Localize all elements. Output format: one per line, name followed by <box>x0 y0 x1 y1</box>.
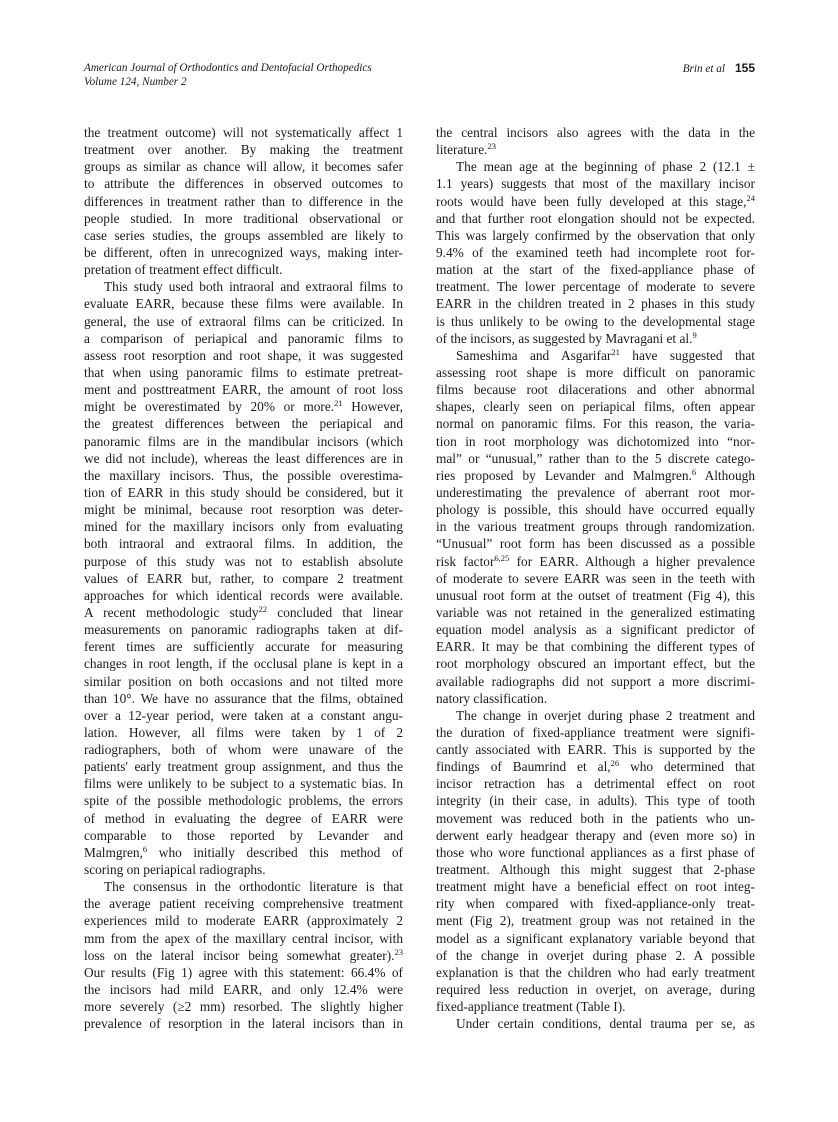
text-line: tion in root morphology was dichotomized into “nor- <box>436 433 755 449</box>
text-line: changes in root length, if the occlusal plane is kept in a <box>84 656 403 672</box>
text-line: to attribute the differences in observed outcomes to <box>84 176 403 192</box>
text-line: evaluate EARR, because these films were available. In <box>84 296 403 312</box>
text-line: treatment. The lower percentage of moderate to severe <box>436 279 755 295</box>
citation-superscript: 9 <box>692 329 697 340</box>
text-line: integrity (in their case, in adults). This type of tooth <box>436 793 755 809</box>
text-line: The consensus in the orthodontic literature is that <box>104 879 403 895</box>
text-line: tion of EARR in this study should be considered, but it <box>84 484 403 500</box>
text-line: approaches for which identical records were available. <box>84 587 403 603</box>
text-line: shapes, clearly seen on periapical films, often appear <box>436 399 755 415</box>
text-line: A recent methodologic study$^{22}$ concluded that linear <box>84 603 403 620</box>
text-line: EARR. It may be that combining the different types of <box>436 639 755 655</box>
text-line: treatment over another. By making the treatment <box>84 142 403 158</box>
running-head <box>683 62 755 77</box>
text-line: The change in overjet during phase 2 treatment and <box>456 707 755 723</box>
text-line: patients' early treatment group assignment, and thus the <box>84 759 403 775</box>
text-line: panoramic films are in the mandibular incisors (which <box>84 433 403 449</box>
text-line: model as a significant explanatory variable beyond that <box>436 930 755 946</box>
left-column <box>84 124 403 1032</box>
text-line: might be minimal, because root resorption was deter- <box>84 502 403 518</box>
text-line: measurements on panoramic radiographs taken at dif- <box>84 622 403 638</box>
text-line: 1.1 years) suggests that most of the maxillary incisor <box>436 176 755 192</box>
volume-issue: Volume 124, Number 2 <box>84 75 187 88</box>
text-line: those who wore functional appliances as a first phase of <box>436 844 755 860</box>
text-line: pretation of treatment effect difficult. <box>84 262 283 278</box>
journal-name: American Journal of Orthodontics and Dentofacial Orthopedics <box>84 62 372 74</box>
text-line: mined for the maxillary incisors only from evaluating <box>84 519 403 535</box>
text-line: EARR in the children treated in 2 phases in this study <box>436 296 755 312</box>
text-line: ment (Fig 2), treatment group was not retained in the <box>436 913 755 929</box>
text-line: spite of the possible methodologic problems, the errors <box>84 793 403 809</box>
citation-superscript: 26 <box>610 758 620 769</box>
text-line: mation at the start of the fixed-appliance phase of <box>436 262 755 278</box>
text-line: literature.$^{23}$ <box>436 141 496 158</box>
text-line: purpose of this study was not to establish absolute <box>84 553 403 569</box>
text-line: films were unlikely to be subject to a systematic bias. In <box>84 776 403 792</box>
page-number: 155 <box>734 61 755 75</box>
text-line: the central incisors also agrees with the data in the <box>436 125 755 140</box>
right-column <box>436 124 755 1032</box>
text-line: films because root dilacerations and other abnormal <box>436 382 755 398</box>
text-line: loss on the lateral incisor being somewhat greater).$^{23}$ <box>84 946 403 963</box>
text-line: treatment might have a beneficial effect on root integ- <box>436 879 755 895</box>
text-line: phology is possible, this should have occurred equally <box>436 502 755 518</box>
text-line: This study used both intraoral and extraoral films to <box>104 279 403 295</box>
text-line: underestimating the prevalence of aberrant root mor- <box>436 484 755 500</box>
text-line: the greatest differences between the periapical and <box>84 416 403 432</box>
text-line: a comparison of periapical and panoramic films to <box>84 330 403 346</box>
text-line: 9.4% of the examined teeth had incomplete root for- <box>436 244 755 260</box>
text-line: unusual root form at the outset of treatment (Fig 4), this <box>436 587 755 603</box>
text-line: movement was reduced both in the patients who un- <box>436 810 755 826</box>
text-line: of the change in overjet during phase 2. A possible <box>436 947 755 963</box>
text-line: required less reduction in overjet, on average, during <box>436 982 755 998</box>
text-line: ferent times are sufficiently accurate for measuring <box>84 639 403 655</box>
text-line: cantly associated with EARR. This is supported by the <box>436 742 755 758</box>
text-line: general, the use of extraoral films can be criticized. In <box>84 313 403 329</box>
text-line: people studied. In more traditional observational or <box>84 210 403 226</box>
text-line: ries proposed by Levander and Malmgren.$^6$ Although <box>436 466 755 483</box>
text-line: the maxillary incisors. Thus, the possible overestima- <box>84 467 403 483</box>
text-line: mal” or “unusual,” rather than to the 5 discrete catego- <box>436 450 755 466</box>
text-line: might be overestimated by 20% or more.$^{21}$ However, <box>84 398 403 415</box>
text-line: Malmgren,$^6$ who initially described this method of <box>84 843 403 860</box>
text-line: root morphology obscured an important effect, but the <box>436 656 755 672</box>
text-line: is thus unlikely to be owing to the developmental stage <box>436 313 755 329</box>
text-line: the duration of fixed-appliance treatment were signifi- <box>436 724 755 740</box>
text-line: Sameshima and Asgarifar$^{21}$ have suggested that <box>456 346 755 363</box>
text-line: findings of Baumrind et al,$^{26}$ who determined that <box>436 758 755 775</box>
text-line: experiences mild to moderate EARR (approximately 2 <box>84 913 403 929</box>
text-line: Under certain conditions, dental trauma per se, as <box>456 1016 755 1032</box>
text-line: ment and posttreatment EARR, the amount of root loss <box>84 382 403 398</box>
text-line: similar position on both occasions and not tilted more <box>84 673 403 689</box>
citation-superscript: 6 <box>142 843 148 854</box>
text-line: assess root resorption and root shape, it was suggested <box>84 347 403 363</box>
text-line: over a 12-year period, were taken at a constant angu- <box>84 707 403 723</box>
citation-superscript: 24 <box>746 192 755 203</box>
text-line: “Unusual” root form has been discussed as a possible <box>436 536 755 552</box>
text-line: values of EARR but, rather, to compare 2 treatment <box>84 570 403 586</box>
text-line: The mean age at the beginning of phase 2 (12.1 ± <box>456 159 755 175</box>
text-line: that when using panoramic films to estimate pretreat- <box>84 364 403 380</box>
text-line: Our results (Fig 1) agree with this statement: 66.4% of <box>84 964 403 980</box>
text-line: fixed-appliance treatment (Table I). <box>436 999 626 1015</box>
text-line: case series studies, the groups assembled are likely to <box>84 227 403 243</box>
text-line: This was largely confirmed by the observation that only <box>436 227 755 243</box>
running-authors: Brin et al <box>682 63 725 75</box>
citation-superscript: 6,25 <box>494 552 510 563</box>
text-line: the treatment outcome) will not systematically affect 1 <box>84 125 403 140</box>
citation-superscript: 22 <box>258 603 268 614</box>
text-line: both intraoral and extraoral films. In addition, the <box>84 536 403 552</box>
text-line: mm from the apex of the maxillary central incisor, with <box>84 930 403 946</box>
text-line: be different, often in unrecognized ways, making inter- <box>84 244 403 260</box>
text-line: treatment. Although this might suggest that 2-phase <box>436 862 755 878</box>
text-line: risk factor$^{6,25}$ for EARR. Although a higher prevalence <box>436 552 755 569</box>
text-line: normal on panoramic films. For this reason, the varia- <box>436 416 755 432</box>
text-line: in the various treatment groups through randomization. <box>436 519 755 535</box>
text-line: explanation is that the children who had early treatment <box>436 964 755 980</box>
citation-superscript: 6 <box>691 466 697 477</box>
text-line: of moderate to severe EARR was seen in the teeth with <box>436 570 755 586</box>
text-line: prevalence of resorption in the lateral incisors than in <box>84 1016 403 1032</box>
text-line: equation model analysis as a significant predictor of <box>436 622 755 638</box>
text-line: the average patient receiving comprehensive treatment <box>84 896 403 912</box>
text-line: lation. However, all films were taken by 1 of 2 <box>84 724 403 740</box>
text-line: differences in treatment rather than to difference in the <box>84 193 403 209</box>
text-line: radiographers, both of whom were unaware of the <box>84 742 403 758</box>
citation-superscript: 23 <box>394 946 403 957</box>
citation-superscript: 21 <box>334 398 343 409</box>
citation-superscript: 23 <box>487 141 496 152</box>
text-line: the incisors had mild EARR, and only 12.4% were <box>84 982 403 998</box>
text-line: comparable to those reported by Levander and <box>84 827 403 843</box>
text-line: assessing root shape is more difficult on panoramic <box>436 364 755 380</box>
text-line: derwent early headgear therapy and (even more so) in <box>436 827 755 843</box>
text-line: more severely (≥2 mm) resorbed. The slightly higher <box>84 999 403 1015</box>
text-line: we did not include), whereas the least differences are in <box>84 450 403 466</box>
text-line: of the incisors, as suggested by Mavragani et al.$^9$ <box>436 329 697 346</box>
text-line: groups as similar as chance will allow, it becomes safer <box>84 159 403 175</box>
text-line: available radiographs did not support a more discrimi- <box>436 673 755 689</box>
text-line: rity when compared with fixed-appliance-only treat- <box>436 896 755 912</box>
text-line: natory classification. <box>436 690 548 706</box>
text-line: than 10°. We have no assurance that the films, obtained <box>84 690 403 706</box>
text-line: and that further root elongation should not be expected. <box>436 210 755 226</box>
text-line: incisor retraction has a detrimental effect on root <box>436 776 755 792</box>
text-line: roots would have been fully developed at this stage,$^{24}$ <box>436 192 755 209</box>
text-line: variable was not retained in the generalized estimating <box>436 604 755 620</box>
text-line: of method in evaluating the degree of EARR were <box>84 810 403 826</box>
citation-superscript: 21 <box>611 346 620 357</box>
text-line: scoring on periapical radiographs. <box>84 862 266 878</box>
page-header <box>84 62 755 89</box>
